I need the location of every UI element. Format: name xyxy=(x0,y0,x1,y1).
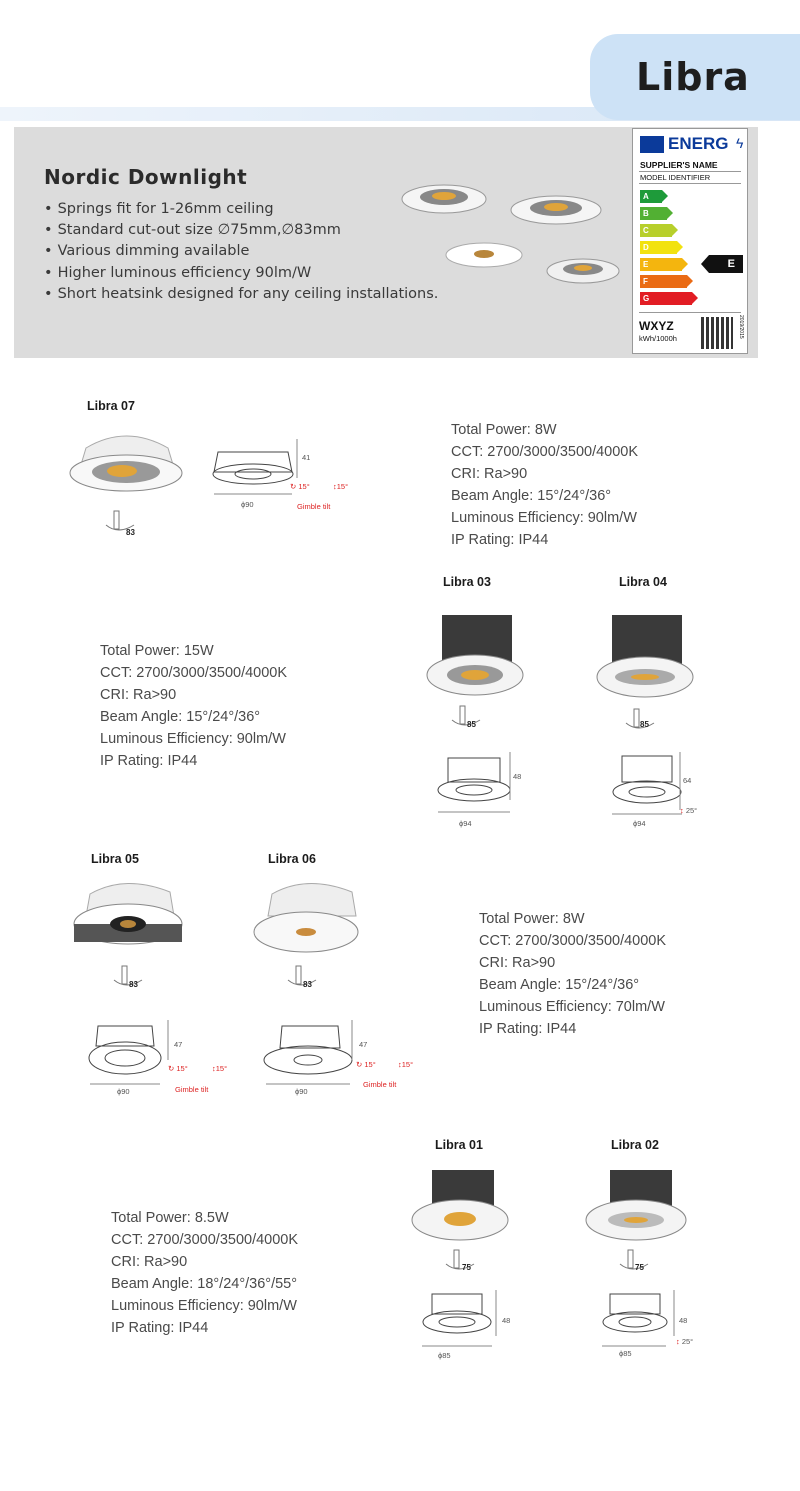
diameter-dimension: ϕ90 xyxy=(295,1087,308,1096)
spec-line: CCT: 2700/3000/3500/4000K xyxy=(451,444,639,460)
cutout-size: 83 xyxy=(126,528,135,537)
cutout-size: 85 xyxy=(640,720,649,729)
height-dimension: 47 xyxy=(174,1040,183,1049)
divider xyxy=(639,312,741,313)
spec-line: Beam Angle: 15°/24°/36° xyxy=(100,709,261,725)
tilt-vertical: ↕15° xyxy=(398,1060,414,1069)
class-band-d: D xyxy=(640,241,677,254)
tilt-caption: Gimble tilt xyxy=(363,1080,397,1089)
qr-code-icon xyxy=(701,317,733,349)
consumption-value: WXYZ xyxy=(639,319,674,333)
feature-item: • Springs fit for 1-26mm ceiling xyxy=(44,199,438,220)
product-name: Libra 04 xyxy=(619,575,667,589)
diameter-dimension: ϕ85 xyxy=(438,1351,451,1360)
diameter-dimension: ϕ94 xyxy=(459,819,472,828)
diameter-dimension: ϕ90 xyxy=(117,1087,130,1096)
supplier-name: SUPPLIER'S NAME xyxy=(640,160,718,170)
tilt-vertical: ↕15° xyxy=(212,1064,228,1073)
cutout-size: 75 xyxy=(462,1263,471,1272)
feature-list xyxy=(44,199,438,305)
tilt-caption: Gimble tilt xyxy=(297,502,331,511)
tilt-angle: ↕ 25° xyxy=(676,1337,694,1346)
feature-item: • Short heatsink designed for any ceiling installations. xyxy=(44,284,438,305)
spec-line: CCT: 2700/3000/3500/4000K xyxy=(100,665,288,681)
page-title: Libra xyxy=(636,55,750,99)
spec-line: Total Power: 8.5W xyxy=(111,1210,229,1226)
height-dimension: 48 xyxy=(513,772,522,781)
libra02-product-image xyxy=(584,1164,689,1246)
product-name: Libra 03 xyxy=(443,575,491,589)
libra03-product-image xyxy=(420,605,525,700)
product-name: Libra 02 xyxy=(611,1138,659,1152)
consumption-unit: kWh/1000h xyxy=(639,334,677,343)
libra01-product-image xyxy=(410,1164,510,1246)
libra07-specs xyxy=(451,419,638,551)
diameter-dimension: ϕ85 xyxy=(619,1349,632,1358)
height-dimension: 47 xyxy=(359,1040,368,1049)
spec-line: CRI: Ra>90 xyxy=(451,466,528,482)
spec-line: Total Power: 8W xyxy=(479,911,585,927)
spec-line: Luminous Efficiency: 90lm/W xyxy=(111,1298,297,1314)
cutout-size: 85 xyxy=(467,720,476,729)
libra04-product-image xyxy=(590,605,695,700)
product-name: Libra 01 xyxy=(435,1138,483,1152)
tilt-horizontal: ↻ 15° xyxy=(168,1064,188,1073)
lightning-icon: ϟ xyxy=(736,135,744,151)
divider xyxy=(639,171,741,172)
libra01-dimension-drawing xyxy=(420,1290,510,1350)
class-band-g: G xyxy=(640,292,692,305)
divider xyxy=(639,183,741,184)
spec-line: Beam Angle: 18°/24°/36°/55° xyxy=(111,1276,298,1292)
spec-line: Luminous Efficiency: 90lm/W xyxy=(100,731,286,747)
tilt-horizontal: ↻ 15° xyxy=(290,482,310,491)
height-dimension: 48 xyxy=(679,1316,688,1325)
height-dimension: 48 xyxy=(502,1316,511,1325)
cutout-size: 83 xyxy=(129,980,138,989)
product-name: Libra 06 xyxy=(268,852,316,866)
spec-line: CCT: 2700/3000/3500/4000K xyxy=(111,1232,299,1248)
spec-line: CRI: Ra>90 xyxy=(100,687,177,703)
energy-label-brand: ENERG xyxy=(668,134,729,153)
product-name: Libra 07 xyxy=(87,399,135,413)
tilt-caption: Gimble tilt xyxy=(175,1085,209,1094)
hero-title: Nordic Downlight xyxy=(44,165,248,189)
feature-item: • Standard cut-out size ∅75mm,∅83mm xyxy=(44,220,438,241)
spec-line: CRI: Ra>90 xyxy=(111,1254,188,1270)
libra01-02-specs xyxy=(111,1207,298,1339)
energy-rating-arrow: E xyxy=(709,255,743,273)
class-band-c: C xyxy=(640,224,672,237)
spec-line: Total Power: 15W xyxy=(100,643,214,659)
libra03-04-specs xyxy=(100,640,287,772)
class-band-a: A xyxy=(640,190,662,203)
spec-line: IP Rating: IP44 xyxy=(451,532,549,548)
height-dimension: 64 xyxy=(683,776,692,785)
energy-label xyxy=(632,128,748,354)
spec-line: Luminous Efficiency: 90lm/W xyxy=(451,510,637,526)
tilt-angle: ↕ 25° xyxy=(680,806,698,815)
spec-line: CCT: 2700/3000/3500/4000K xyxy=(479,933,667,949)
diameter-dimension: ϕ90 xyxy=(241,500,254,509)
model-identifier: MODEL IDENTIFIER xyxy=(640,173,711,182)
feature-item: • Various dimming available xyxy=(44,241,438,262)
spec-line: IP Rating: IP44 xyxy=(100,753,198,769)
libra06-dimension-drawing xyxy=(262,1020,362,1086)
qr-caption: 2019/2015 xyxy=(738,315,744,339)
spec-line: Beam Angle: 15°/24°/36° xyxy=(479,977,640,993)
libra05-product-image xyxy=(70,880,185,950)
libra07-product-image xyxy=(66,428,186,498)
tilt-horizontal: ↻ 15° xyxy=(356,1060,376,1069)
eu-flag-icon xyxy=(640,136,664,153)
class-band-f: F xyxy=(640,275,687,288)
diameter-dimension: ϕ94 xyxy=(633,819,646,828)
spec-line: Total Power: 8W xyxy=(451,422,557,438)
libra05-dimension-drawing xyxy=(86,1020,186,1086)
spec-line: IP Rating: IP44 xyxy=(479,1021,577,1037)
feature-item: • Higher luminous efficiency 90lm/W xyxy=(44,263,438,284)
product-name: Libra 05 xyxy=(91,852,139,866)
spec-line: Luminous Efficiency: 70lm/W xyxy=(479,999,665,1015)
cutout-size: 75 xyxy=(635,1263,644,1272)
cutout-size: 83 xyxy=(303,980,312,989)
libra03-dimension-drawing xyxy=(434,752,524,817)
spec-line: IP Rating: IP44 xyxy=(111,1320,209,1336)
height-dimension: 41 xyxy=(302,453,311,462)
libra05-06-specs xyxy=(479,908,666,1040)
class-band-b: B xyxy=(640,207,667,220)
spec-line: Beam Angle: 15°/24°/36° xyxy=(451,488,612,504)
tilt-vertical: ↕15° xyxy=(333,482,349,491)
downlight-collage-image xyxy=(390,179,620,289)
class-band-e: E xyxy=(640,258,682,271)
spec-line: CRI: Ra>90 xyxy=(479,955,556,971)
libra06-product-image xyxy=(252,880,362,950)
